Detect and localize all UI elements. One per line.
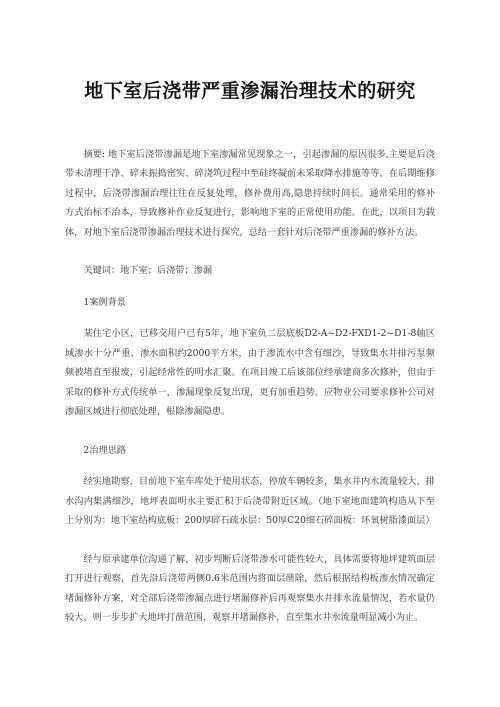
keywords-line: 关键词：地下室；后浇带；渗漏: [83, 265, 213, 277]
section-2-heading: 2治理思路: [83, 444, 126, 456]
section-2-paragraph-1: 经实地勘察，目前地下室车库处于使用状态，停放车辆较多，集水井内水流量较大，排水沟内集满细沙，地坪表面明水主要汇积于后浇带附近区域。（地下室地面建筑构造从下至上分别为：地下室结构底板：200厚碎石疏水层：50厚C20细石碎面板：环氧树脂漆面层）: [65, 476, 435, 527]
abstract-paragraph: 摘要: 地下室后浇带渗漏是地下室渗漏常见现象之一，引起渗漏的原因很多,主要是后浇带未清理干净、碎未振捣密实、碎浇筑过程中至硅终凝前未采取降水排施等等，在后期维修过程中，后浇带渗漏治理往往在反复处理，修补费用高,隐患持续时间长。通常采用的修补方式治标不治本，导致修补作业反复进行，影响地下室的正常使用功能。在此，以项目为载体，对地下室后浇带渗漏治理技术进行探究，总结一套针对后浇带严重渗漏的修补方法。: [65, 148, 435, 238]
document-title: 地下室后浇带严重渗漏治理技术的研究: [84, 80, 416, 102]
section-1-heading: 1案例背景: [83, 296, 126, 308]
section-1-paragraph: 某住宅小区，已移交用户已有5年，地下室负二层底板D2-A~D2-FXD1-2~D1-8轴区域渗水十分严重，渗水面积约2000平方米，由于渗流水中含有细沙，导致集水井排污泵频频被堵直至报废，引起经常性的明水汇聚。在项目竣工后该部位经承建商多次修补，但由于采取的修补方式传统单一，渗漏现象反复出现，更有加重趋势。应物业公司要求修补公司对渗漏区域进行彻底处理，根除渗漏隐患。: [65, 328, 435, 418]
section-2-paragraph-2: 经与原承建单位沟通了解，初步判断后浇带渗水可能性较大，具体需要将地坪建筑面层打开进行观察，首先沿后浇带两侧0.6米范围内将面层凿除，然后根据结构板渗水情况确定堵漏修补方案，对全部后浇带渗漏点进行堵漏修补后再观察集水井排水流量情况，若水量仍较大，则一步步扩大地坪打凿范围，观察井堵漏修补，直至集水井水流量明显减小为止。: [65, 553, 435, 624]
